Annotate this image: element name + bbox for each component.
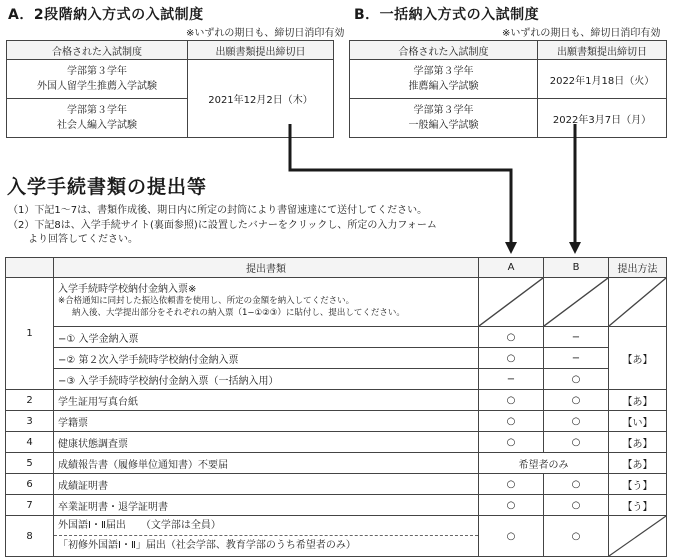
row-7-num: 7: [6, 495, 54, 516]
arrow-a-head: [505, 242, 517, 254]
table-row: [6, 432, 667, 453]
row-5-ab: 希望者のみ: [479, 453, 609, 474]
row-1-1-label: −① 入学金納入票: [54, 327, 479, 348]
row-1-3-a: −: [479, 369, 544, 390]
row-2-label: 学生証用写真台紙: [54, 390, 479, 411]
row-8-line-2: 「初修外国語Ⅰ・Ⅱ」届出（社会学部、教育学部のうち希望者のみ）: [58, 540, 356, 551]
section-a-row-2-line1: 学部第３学年: [67, 105, 127, 116]
row-8-a: ○: [479, 516, 544, 557]
intro-line-1: （1）下記1〜7は、書類作成後、期日内に所定の封筒により書留速達にて送付してください。: [8, 205, 428, 216]
intro-line-3: より回答してください。: [8, 234, 138, 245]
row-8-method-slash: [609, 516, 667, 557]
section-b-note: ※いずれの期日も、締切日消印有効: [502, 28, 661, 39]
section-b-row-2-line2: 一般編入学試験: [408, 120, 479, 131]
row-1-desc: [54, 278, 479, 327]
table-row: [6, 453, 667, 474]
row-6-num: 6: [6, 474, 54, 495]
row-3-num: 3: [6, 411, 54, 432]
section-a-row-1-line1: 学部第３学年: [67, 66, 127, 77]
row-6-a: ○: [479, 474, 544, 495]
row-5-num: 5: [6, 453, 54, 474]
header-docs: 提出書類: [54, 258, 479, 278]
row-3-b: ○: [544, 411, 609, 432]
table-row: [6, 390, 667, 411]
row-2-a: ○: [479, 390, 544, 411]
header-method: 提出方法: [609, 258, 667, 278]
section-b-row-1-line1: 学部第３学年: [413, 66, 474, 77]
row-2-b: ○: [544, 390, 609, 411]
section-a-title: A．2段階納入方式の入試制度: [8, 7, 204, 23]
row-3-method: 【い】: [609, 411, 667, 432]
table-row-1-2: [6, 348, 667, 369]
section-a-note: ※いずれの期日も、締切日消印有効: [186, 28, 345, 39]
section-a-header-exam: 合格された入試制度: [7, 41, 188, 60]
intro-line-2: （2）下記8は、入学手続サイト(裏面参照)に設置したバナーをクリックし、所定の入力フォーム: [8, 220, 437, 231]
row-1-num: 1: [6, 278, 54, 390]
section-a-deadline: 2021年12月2日（木）: [188, 60, 334, 138]
row-8-line-1: 外国語Ⅰ・Ⅱ届出 （文学部は全員）: [54, 516, 478, 536]
section-b-header-deadline: 出願書類提出締切日: [538, 41, 667, 60]
section-b-header-exam: 合格された入試制度: [350, 41, 538, 60]
row-3-a: ○: [479, 411, 544, 432]
row-1-note-2: 納入後、大学提出部分をそれぞれの納入票（1−①②③）に貼付し、提出してください。: [72, 308, 405, 318]
row-2-num: 2: [6, 390, 54, 411]
arrow-b-head: [569, 242, 581, 254]
row-1-3-label: −③ 入学手続時学校納付金納入票（一括納入用）: [54, 369, 479, 390]
table-header-row: [6, 258, 667, 278]
row-6-b: ○: [544, 474, 609, 495]
section-a-row-2-line2: 社会人編入学試験: [57, 120, 137, 131]
row-8-desc: [54, 516, 479, 557]
row-4-label: 健康状態調査票: [54, 432, 479, 453]
table-row-8: [6, 516, 667, 557]
row-1-1-b: −: [544, 327, 609, 348]
row-1-2-b: −: [544, 348, 609, 369]
row-1-1-a: ○: [479, 327, 544, 348]
section-b-row-1-line2: 推薦編入学試験: [408, 81, 479, 92]
row-5-label: 成績報告書（履修単位通知書）不要届: [54, 453, 479, 474]
table-row: [6, 411, 667, 432]
section-b-row-2-line1: 学部第３学年: [413, 105, 474, 116]
row-8-b: ○: [544, 516, 609, 557]
row-7-a: ○: [479, 495, 544, 516]
header-b: B: [544, 258, 609, 278]
documents-table: [5, 257, 667, 557]
row-4-num: 4: [6, 432, 54, 453]
header-a: A: [479, 258, 544, 278]
row-7-label: 卒業証明書・退学証明書: [54, 495, 479, 516]
table-row: [6, 495, 667, 516]
row-5-method: 【あ】: [609, 453, 667, 474]
row-1-note-1: ※合格通知に同封した振込依頼書を使用し、所定の金額を納入してください。: [58, 296, 355, 306]
row-1-2-a: ○: [479, 348, 544, 369]
main-title: 入学手続書類の提出等: [7, 176, 208, 198]
row-4-method: 【あ】: [609, 432, 667, 453]
row-4-b: ○: [544, 432, 609, 453]
section-b-row-1-deadline: 2022年1月18日（火）: [538, 60, 667, 99]
section-a-header-deadline: 出願書類提出締切日: [188, 41, 334, 60]
row-8-num: 8: [6, 516, 54, 557]
section-a-row-1-line2: 外国人留学生推薦入学試験: [37, 81, 157, 92]
row-2-method: 【あ】: [609, 390, 667, 411]
table-row-1-3: [6, 369, 667, 390]
row-1-method-slash: [609, 278, 667, 327]
row-1-title: 入学手続時学校納付金納入票※: [58, 284, 197, 295]
table-row: [6, 474, 667, 495]
table-row-1-1: [6, 327, 667, 348]
row-1-2-label: −② 第２次入学手続時学校納付金納入票: [54, 348, 479, 369]
row-6-method: 【う】: [609, 474, 667, 495]
row-3-label: 学籍票: [54, 411, 479, 432]
row-4-a: ○: [479, 432, 544, 453]
row-1-b-slash: [544, 278, 609, 327]
row-7-method: 【う】: [609, 495, 667, 516]
row-1-3-b: ○: [544, 369, 609, 390]
row-7-b: ○: [544, 495, 609, 516]
header-num: [6, 258, 54, 278]
row-1-method: 【あ】: [609, 327, 667, 390]
table-row-1: [6, 278, 667, 327]
section-b-row-2-deadline: 2022年3月7日（月）: [538, 99, 667, 138]
row-1-a-slash: [479, 278, 544, 327]
section-b-title: B．一括納入方式の入試制度: [354, 7, 540, 23]
row-6-label: 成績証明書: [54, 474, 479, 495]
